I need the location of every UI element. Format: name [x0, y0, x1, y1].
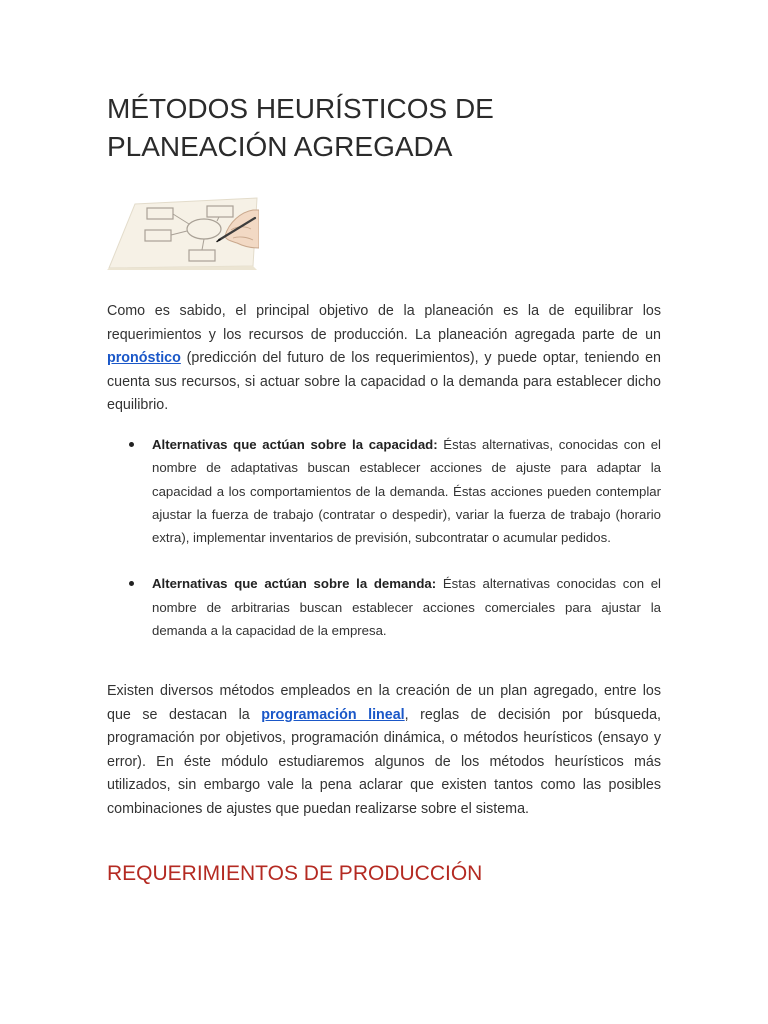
section-heading: REQUERIMIENTOS DE PRODUCCIÓN [107, 862, 483, 885]
bullet-icon [129, 442, 134, 447]
bullet-icon [129, 581, 134, 586]
bullet-label: Alternativas que actúan sobre la demanda: [152, 576, 437, 592]
hand-drawing-diagram-icon [107, 196, 259, 270]
bullet-text: Éstas alternativas, conocidas con el nombre de adaptativas buscan establecer acciones de ajuste para adaptar la capacidad a los comportamientos de la demanda. Éstas acciones pueden contemplar ajustar la fuerza de trabajo (contratar o despedir), variar la fuerza de trabajo (horario extra), implementar inventarios de previsión, subcontratar o acumular pedidos. [152, 437, 661, 546]
intro-paragraph [107, 300, 661, 418]
methods-paragraph [107, 680, 661, 822]
methods-text: Existen diversos métodos empleados en la creación de un plan agregado, entre los que se destacan la [107, 683, 661, 723]
programacion-lineal-link[interactable]: programación lineal [261, 706, 405, 723]
alternatives-list [107, 433, 661, 642]
intro-text: Como es sabido, el principal objetivo de la planeación es la de equilibrar los requerimientos y los recursos de producción. La planeación agregada parte de un [107, 303, 661, 343]
list-item [107, 572, 661, 642]
bullet-label: Alternativas que actúan sobre la capacidad: [152, 437, 438, 452]
page-title: MÉTODOS HEURÍSTICOS DE PLANEACIÓN AGREGADA [107, 93, 494, 162]
list-item [107, 433, 661, 549]
methods-text-continued: , reglas de decisión por búsqueda, programación por objetivos, programación dinámica, o métodos heurísticos (ensayo y error). En éste módulo estudiaremos algunos de los métodos heurísticos más utilizados, sin embargo vale la pena aclarar que existen tantos como las posibles combinaciones de ajustes que puedan realizarse sobre el sistema. [107, 706, 662, 817]
pronostico-link[interactable]: pronóstico [107, 350, 181, 367]
bullet-text: Éstas alternativas conocidas con el nombre de arbitrarias buscan establecer acciones comerciales para ajustar la demanda a la capacidad de la empresa. [152, 576, 661, 639]
intro-text-continued: (predicción del futuro de los requerimientos), y puede optar, teniendo en cuenta sus recursos, si actuar sobre la capacidad o la demanda para establecer dicho equilibrio. [107, 350, 661, 414]
